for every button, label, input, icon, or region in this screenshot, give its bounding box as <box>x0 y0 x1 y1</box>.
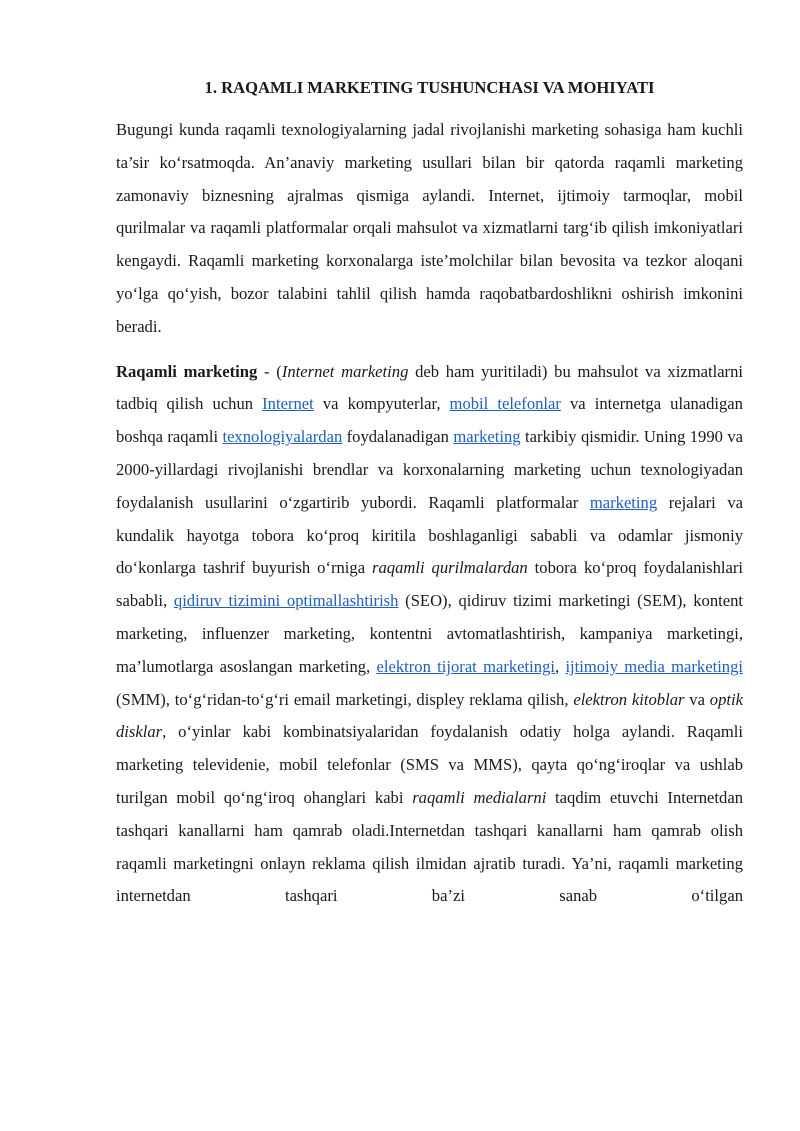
text-run: rejalari va kundalik hayotga tobora ko‘proq kiritila boshlaganligi sababli va odamlar jismoniy do‘konlarga tashrif buyurish o‘rniga <box>116 492 744 578</box>
italic-raqamli-qurilmalardan: raqamli qurilmalardan <box>372 558 528 578</box>
text-run: taqdim etuvchi Internetdan tashqari kanallarni ham qamrab oladi.Internetdan tashqari kanallarni ham qamrab olish raqamli marketingni onlayn reklama qilish ilmidan ajratib turadi. Ya’ni, raqamli marketing internetdan tashqari ba’zi sanab o‘tilgan <box>116 787 743 906</box>
link-internet[interactable]: Internet <box>262 394 314 414</box>
document-page <box>116 74 743 925</box>
link-seo[interactable]: qidiruv tizimini optimallashtirish <box>173 591 399 611</box>
link-elektron-tijorat-marketingi[interactable]: elektron tijorat marketingi <box>376 656 555 676</box>
text-run: tarkibiy qismidir. Uning 1990 va 2000-yillardagi rivojlanishi brendlar va korxonalarning marketing uchun texnologiyadan foydalanish usullarini o‘zgartirib yubordi. Raqamli platformalar <box>116 427 743 512</box>
link-texnologiyalardan[interactable]: texnologiyalardan <box>222 427 343 447</box>
text-run: (SEO), qidiruv tizimi marketingi (SEM), kontent marketing, influenzer marketing, kontentni avtomatlashtirish, kampaniya marketingi, ma’lumotlarga asoslangan marketing, <box>116 591 743 676</box>
text-run: (SMM), to‘g‘ridan-to‘g‘ri email marketingi, displey reklama qilish, <box>116 689 574 709</box>
section-heading: 1. RAQAMLI MARKETING TUSHUNCHASI VA MOHIYATI <box>204 78 655 97</box>
text-run: deb ham yuritiladi) bu mahsulot va xizmatlarni tadbiq qilish uchun <box>116 361 743 414</box>
intro-paragraph: Bugungi kunda raqamli texnologiyalarning jadal rivojlanishi marketing sohasiga ham kuchli ta’sir ko‘rsatmoqda. An’anaviy marketing usullari bilan bir qatorda raqamli marketing zamonaviy biznesning ajralmas qismiga aylandi. Internet, ijtimoiy tarmoqlar, mobil qurilmalar va raqamli platformalar orqali mahsulot va xizmatlarni targ‘ib qilish imkoniyatlari kengaydi. Raqamli marketing korxonalarga iste’molchilar bilan bevosita va tezkor aloqani yo‘lga qo‘yish, bozor talabini tahlil qilish hamda raqobatbardoshlikni oshirish imkonini beradi. <box>116 120 743 336</box>
text-run: va internetga ulanadigan boshqa raqamli <box>116 394 743 447</box>
text-run: foydalanadigan <box>342 427 454 447</box>
italic-internet-marketing: Internet marketing <box>281 361 409 381</box>
italic-optik-disklar: optik disklar <box>116 689 743 742</box>
text-run: - ( <box>257 361 282 381</box>
text-run: , o‘yinlar kabi kombinatsiyalaridan foydalanish odatiy holga aylandi. Raqamli marketing televidenie, mobil telefonlar (SMS va MMS), qayta qo‘ng‘iroqlar va ushlab turilgan mobil qo‘ng‘iroq ohanglari kabi <box>116 722 743 807</box>
link-marketing[interactable]: marketing <box>453 427 521 447</box>
link-marketing-2[interactable]: marketing <box>589 492 658 512</box>
text-run: tobora ko‘proq foydalanishlari sababli, <box>116 558 743 611</box>
link-ijtimoiy-media-marketingi[interactable]: ijtimoiy media marketingi <box>565 656 744 676</box>
term-raqamli-marketing: Raqamli marketing <box>116 361 258 381</box>
italic-elektron-kitoblar: elektron kitoblar <box>573 689 685 709</box>
link-mobil-telefonlar[interactable]: mobil telefonlar <box>449 394 561 414</box>
text-run: va <box>684 689 710 709</box>
italic-raqamli-medialarni: raqamli medialarni <box>412 787 547 807</box>
text-run: va kompyuterlar, <box>313 394 450 414</box>
text-run: , <box>554 656 566 676</box>
definition-paragraph <box>116 356 743 914</box>
